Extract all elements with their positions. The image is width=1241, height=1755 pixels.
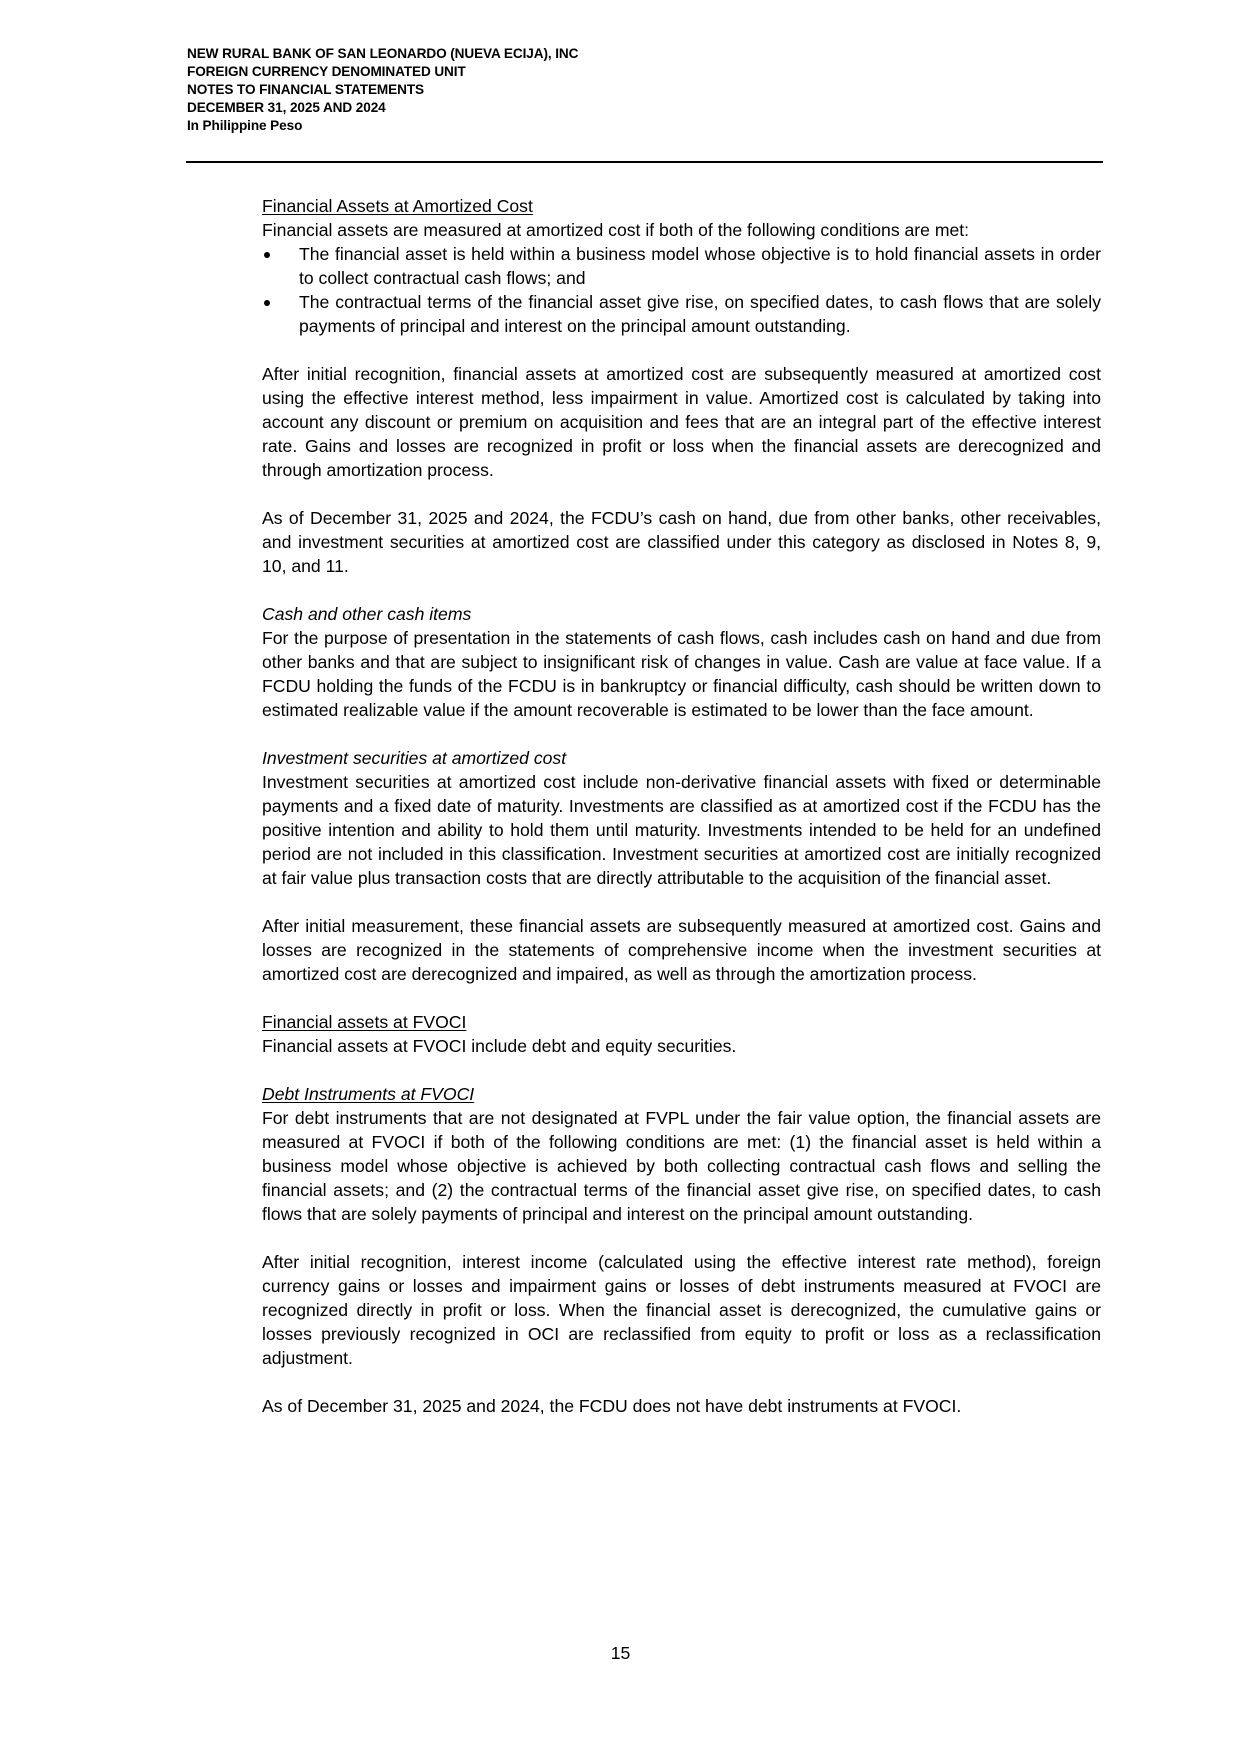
header-divider [186,161,1103,163]
spacer [262,1226,1101,1250]
amortized-cost-intro: Financial assets are measured at amortized cost if both of the following conditions are met: [262,220,970,240]
spacer [262,578,1101,602]
section-heading-debt-fvoci: Debt Instruments at FVOCI [262,1084,475,1104]
spacer [262,1058,1101,1082]
list-item [262,290,1101,338]
condition-text: The contractual terms of the financial asset give rise, on specified dates, to cash flows that are solely payments of principal and interest on the principal amount outstanding. [299,292,1101,336]
currency-note: In Philippine Peso [187,118,303,133]
section-heading-cash: Cash and other cash items [262,604,472,624]
list-item [262,242,1101,290]
spacer [262,890,1101,914]
debt-fvoci-paragraph-2: After initial recognition, interest income (calculated using the effective interest rate method), foreign currency gains or losses and impairment gains or losses of debt instruments measured at FVOCI are recognized directly in profit or loss. When the financial asset is derecognized, the cumulative gains or losses previously recognized in OCI are reclassified from equity to profit or loss as a reclassification adjustment. [262,1252,1101,1368]
debt-fvoci-paragraph-3: As of December 31, 2025 and 2024, the FCDU does not have debt instruments at FVOCI. [262,1396,962,1416]
spacer [262,986,1101,1010]
condition-text: The financial asset is held within a business model whose objective is to hold financial assets in order to collect contractual cash flows; and [299,244,1101,288]
investment-paragraph-2: After initial measurement, these financial assets are subsequently measured at amortized cost. Gains and losses are recognized in the statements of comprehensive income when the investment securities at amortized cost are derecognized and impaired, as well as through the amortization process. [262,916,1101,984]
document-title: NOTES TO FINANCIAL STATEMENTS [187,82,425,97]
investment-paragraph-1: Investment securities at amortized cost include non-derivative financial assets with fixed or determinable payments and a fixed date of maturity. Investments are classified as at amortized cost if the FCDU has the positive intention and ability to hold them until maturity. Investments intended to be held for an undefined period are not included in this classification. Investment securities at amortized cost are initially recognized at fair value plus transaction costs that are directly attributable to the acquisition of the financial asset. [262,772,1101,888]
document-body [262,194,1101,1418]
section-heading-amortized-cost: Financial Assets at Amortized Cost [262,196,533,216]
company-name: NEW RURAL BANK OF SAN LEONARDO (NUEVA ECIJA), INC [187,46,579,61]
section-heading-fvoci: Financial assets at FVOCI [262,1012,467,1032]
bullet-icon [264,252,270,258]
spacer [262,722,1101,746]
spacer [262,482,1101,506]
section-heading-investment: Investment securities at amortized cost [262,748,567,768]
bullet-icon [264,300,270,306]
amortized-cost-classification: As of December 31, 2025 and 2024, the FCDU’s cash on hand, due from other banks, other receivables, and investment securities at amortized cost are classified under this category as disclosed in Notes 8, 9, 10, and 11. [262,508,1101,576]
fvoci-paragraph: Financial assets at FVOCI include debt and equity securities. [262,1036,737,1056]
spacer [262,1370,1101,1394]
unit-name: FOREIGN CURRENCY DENOMINATED UNIT [187,64,466,79]
cash-paragraph: For the purpose of presentation in the statements of cash flows, cash includes cash on hand and due from other banks and that are subject to insignificant risk of changes in value. Cash are value at face value. If a FCDU holding the funds of the FCDU is in bankruptcy or financial difficulty, cash should be written down to estimated realizable value if the amount recoverable is estimated to be lower than the face amount. [262,628,1101,720]
amortized-cost-measurement: After initial recognition, financial assets at amortized cost are subsequently measured at amortized cost using the effective interest method, less impairment in value. Amortized cost is calculated by taking into account any discount or premium on acquisition and fees that are an integral part of the effective interest rate. Gains and losses are recognized in profit or loss when the financial assets are derecognized and through amortization process. [262,364,1101,480]
page-number: 15 [610,1643,631,1663]
report-date: DECEMBER 31, 2025 AND 2024 [187,100,386,115]
spacer [262,338,1101,362]
document-header [187,45,1087,135]
amortized-cost-conditions [262,242,1101,338]
debt-fvoci-paragraph-1: For debt instruments that are not designated at FVPL under the fair value option, the financial assets are measured at FVOCI if both of the following conditions are met: (1) the financial asset is held within a business model whose objective is achieved by both collecting contractual cash flows and selling the financial assets; and (2) the contractual terms of the financial asset give rise, on specified dates, to cash flows that are solely payments of principal and interest on the principal amount outstanding. [262,1108,1101,1224]
